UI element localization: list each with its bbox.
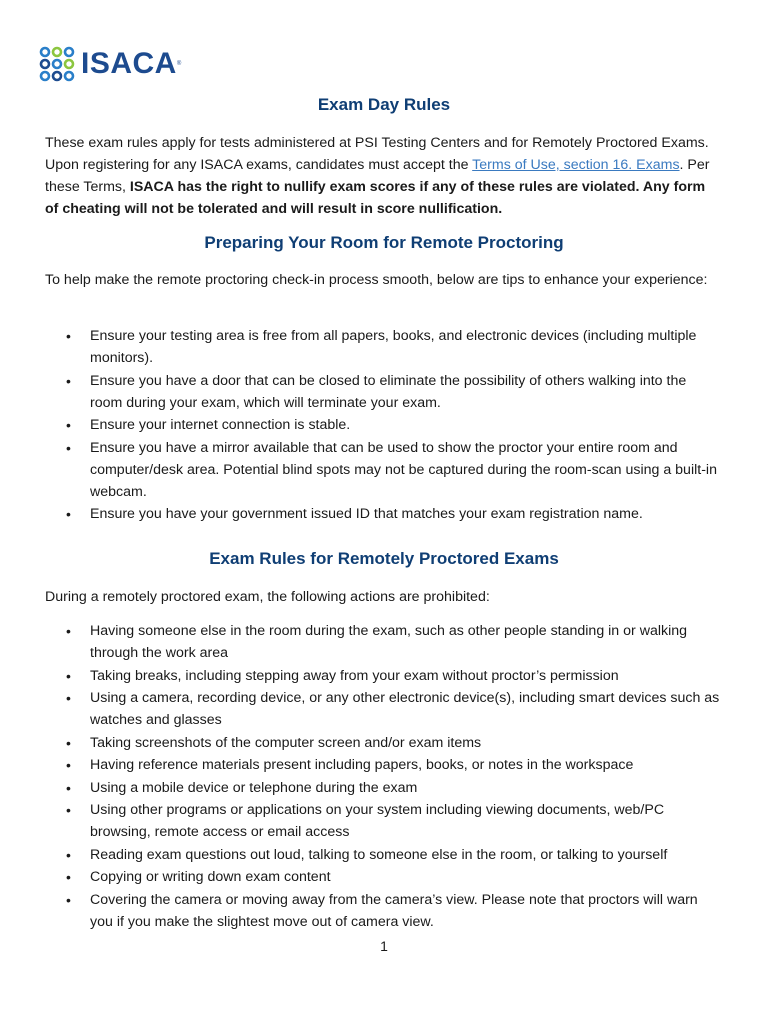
list-item-text: Ensure your internet connection is stable. <box>90 417 351 433</box>
list-item-text: Ensure your testing area is free from all papers, books, and electronic devices (including multiple monitors). <box>90 328 697 366</box>
logo-wordmark: ISACA <box>81 47 177 80</box>
list-item: • Ensure your testing area is free from all papers, books, and electronic devices (including multiple monitors). <box>66 328 697 366</box>
page-title: Exam Day Rules <box>317 95 451 114</box>
section2-list <box>45 620 720 933</box>
list-item-text: Covering the camera or moving away from the camera’s view. Please note that proctors will warn you if you make the slightest move out of camera view. <box>90 891 698 930</box>
list-item: • Having someone else in the room during the exam, such as other people standing in or walking through the work area <box>66 623 688 661</box>
intro-text-1: These exam rules apply for tests administered at PSI Testing Centers and for Remotely Proctored Exams. Upon registering for any ISACA exams, candidates must accept the <box>45 135 709 173</box>
section2-heading: Exam Rules for Remotely Proctored Exams <box>209 549 559 568</box>
intro-bold-warning: ISACA has the right to nullify exam scores if any of these rules are violated. Any form of cheating will not be tolerated and will result in score nullification. <box>45 179 706 217</box>
list-item: • Ensure you have your government issued ID that matches your exam registration name. <box>66 506 643 522</box>
list-item: • Taking screenshots of the computer screen and/or exam items <box>66 734 482 751</box>
section1-heading: Preparing Your Room for Remote Proctoring <box>204 233 564 252</box>
isaca-logo-mark-icon <box>39 46 75 82</box>
list-item-text: Having reference materials present including papers, books, or notes in the workspace <box>90 757 634 773</box>
list-item: • Copying or writing down exam content <box>66 869 331 885</box>
logo-registered-mark: ® <box>176 61 182 67</box>
list-item-text: Ensure you have a mirror available that can be used to show the proctor your entire room and computer/desk area. Potential blind spots may not be captured during the room-scan using a built-in webcam. <box>90 439 717 500</box>
list-item: • Ensure your internet connection is stable. <box>66 417 351 433</box>
list-item: • Using a mobile device or telephone during the exam <box>66 779 418 796</box>
list-item-text: Having someone else in the room during the exam, such as other people standing in or walking through the work area <box>90 623 688 661</box>
list-item: • Having reference materials present including papers, books, or notes in the workspace <box>66 757 634 773</box>
list-item-text: Using other programs or applications on your system including viewing documents, web/PC browsing, remote access or email access <box>90 802 665 840</box>
terms-of-use-link[interactable]: Terms of Use, section 16. Exams <box>472 157 680 173</box>
list-item-text: Using a camera, recording device, or any other electronic device(s), including smart devices such as watches and glasses <box>90 690 720 728</box>
intro-text-2: . Per these Terms, <box>45 157 710 195</box>
list-item: • Covering the camera or moving away from the camera’s view. Please note that proctors will warn you if you make the slightest move out of camera view. <box>66 891 698 930</box>
list-item-text: Ensure you have a door that can be closed to eliminate the possibility of others walking into the room during your exam, which will terminate your exam. <box>90 372 687 411</box>
list-item: • Taking breaks, including stepping away from your exam without proctor’s permission <box>66 667 619 684</box>
page-number: 1 <box>380 938 388 954</box>
list-item-text: Copying or writing down exam content <box>90 869 331 885</box>
list-item: • Using a camera, recording device, or any other electronic device(s), including smart devices such as watches and glasses <box>66 690 720 728</box>
list-item-text: Taking breaks, including stepping away from your exam without proctor’s permission <box>90 667 619 684</box>
section1-list <box>45 325 720 526</box>
list-item-text: Reading exam questions out loud, talking to someone else in the room, or talking to yourself <box>90 846 668 863</box>
isaca-logo <box>39 46 181 82</box>
list-item-text: Ensure you have your government issued ID that matches your exam registration name. <box>90 506 643 522</box>
list-item: • Ensure you have a mirror available that can be used to show the proctor your entire room and computer/desk area. Potential blind spots may not be captured during the room-scan using a built-in webcam. <box>66 439 717 500</box>
intro-paragraph <box>45 132 720 220</box>
list-item-text: Taking screenshots of the computer screen and/or exam items <box>90 734 482 751</box>
section2-intro: During a remotely proctored exam, the following actions are prohibited: <box>45 589 490 605</box>
section1-intro: To help make the remote proctoring check-in process smooth, below are tips to enhance your experience: <box>45 272 708 288</box>
list-item: • Ensure you have a door that can be closed to eliminate the possibility of others walking into the room during your exam, which will terminate your exam. <box>66 372 687 411</box>
list-item: • Reading exam questions out loud, talking to someone else in the room, or talking to yourself <box>66 846 668 863</box>
list-item: • Using other programs or applications on your system including viewing documents, web/PC browsing, remote access or email access <box>66 802 665 840</box>
list-item-text: Using a mobile device or telephone during the exam <box>90 779 418 796</box>
